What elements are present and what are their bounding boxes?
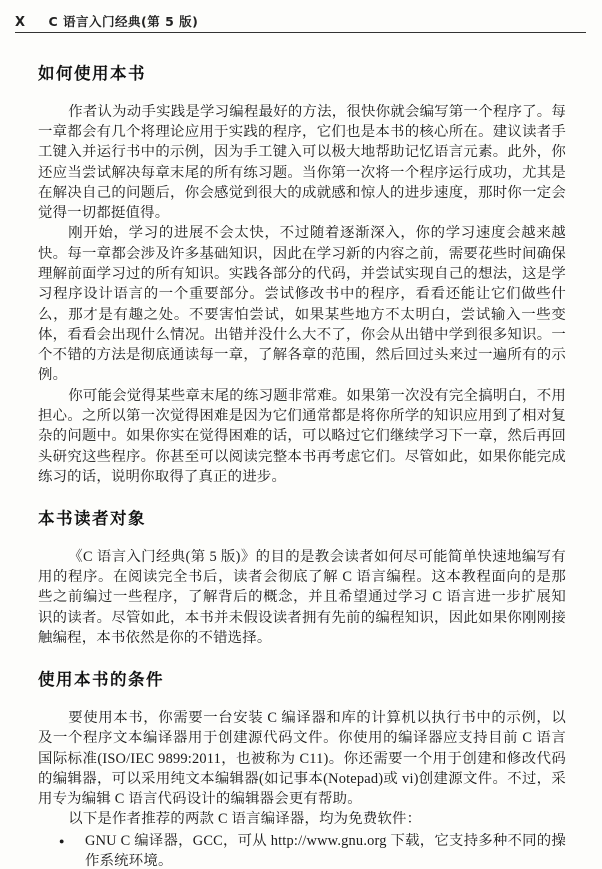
section-heading: 本书读者对象 — [38, 509, 146, 529]
list-item — [38, 831, 566, 869]
paragraph: 你可能会觉得某些章末尾的练习题非常难。如果第一次没有完全搞明白，不用担心。之所以第一次觉得困难是因为它们通常都是将你所学的知识应用到了相对复杂的问题中。如果你实在觉得困难的话，可以略过它们继续学习下一章，然后再回头研究这些程序。你甚至可以阅读完整本书再考虑它们。尽管如此，如果你能完成练习的话，说明你取得了真正的进步。 — [38, 387, 566, 485]
paragraph: 刚开始，学习的进展不会太快，不过随着逐渐深入，你的学习速度会越来越快。每一章都会涉及许多基础知识，因此在学习新的内容之前，需要花些时间确保理解前面学习过的所有知识。实践各部分的代码，并尝试实现自己的想法，这是学习程序设计语言的一个重要部分。尝试修改书中的程序，看看还能让它们做些什么，那才是有趣之处。不要害怕尝试，如果某些地方不太明白，尝试输入一些变体，看看会出现什么情况。出错并没什么大不了，你会从出错中学到很多知识。一个不错的方法是彻底通读每一章，了解各章的范围，然后回过头来过一遍所有的示例。 — [38, 225, 566, 384]
section-intended-audience — [38, 509, 566, 648]
compiler-list — [38, 831, 566, 869]
header-rule — [15, 32, 586, 33]
paragraph: 要使用本书，你需要一台安装 C 编译器和库的计算机以执行书中的示例，以及一个程序文本编译器用于创建源代码文件。你使用的编译器应支持目前 C 语言国际标准(ISO/IEC 9899:2011，也被称为 C11)。你还需要一个用于创建和修改代码的编辑器，可以采用纯文本编辑器(如记事本(Notepad)或 vi)创建源文件。不过，采用专为编辑 C 语言代码设计的编辑器会更有帮助。 — [38, 710, 566, 808]
bullet-icon: ● — [59, 835, 65, 846]
book-title: C 语言入门经典(第 5 版) — [48, 14, 199, 29]
section-heading: 使用本书的条件 — [38, 670, 164, 690]
list-item-text: GNU C 编译器，GCC，可从 http://www.gnu.org 下载，它支持多种不同的操作系统环境。 — [85, 832, 566, 869]
section-requirements — [38, 670, 566, 869]
paragraph: 《C 语言入门经典(第 5 版)》的目的是教会读者如何尽可能简单快速地编写有用的程序。在阅读完全书后，读者会彻底了解 C 语言编程。这本教程面向的是那些之前编过一些程序，了解背后的概念，并且希望通过学习 C 语言进一步扩展知识的读者。尽管如此，本书并未假设读者拥有先前的编程知识，因此如果你刚刚接触编程，本书依然是你的不错选择。 — [38, 548, 566, 647]
section-heading: 如何使用本书 — [38, 64, 146, 83]
paragraph: 以下是作者推荐的两款 C 语言编译器，均为免费软件： — [68, 811, 422, 828]
page-number: X — [15, 15, 26, 30]
paragraph: 作者认为动手实践是学习编程最好的方法，很快你就会编写第一个程序了。每一章都会有几个将理论应用于实践的程序，它们也是本书的核心所在。建议读者手工键入并运行书中的示例，因为手工键入可以极大地帮助记忆语言元素。此外，你还应当尝试解决每章末尾的所有练习题。当你第一次将一个程序运行成功，尤其是在解决自己的问题后，你会感觉到很大的成就感和惊人的进步速度，那时你一定会觉得一切都挺值得。 — [38, 103, 566, 222]
page-content — [38, 46, 566, 869]
page-header — [15, 12, 587, 30]
section-how-to-use-this-book — [38, 64, 566, 487]
